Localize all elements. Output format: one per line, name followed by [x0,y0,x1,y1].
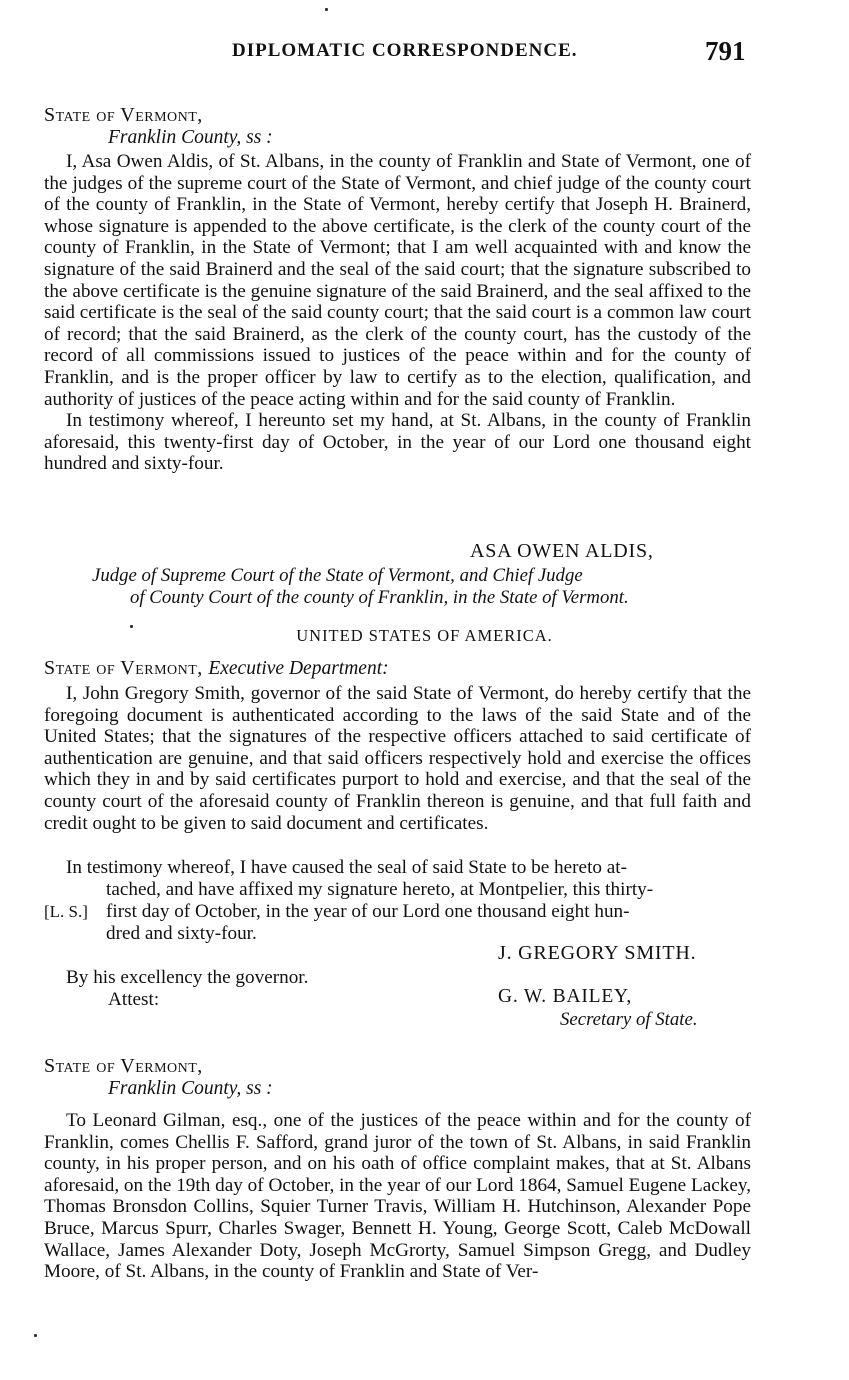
section-aldis-certificate [44,104,751,475]
page-number: 791 [705,36,746,66]
testimony-paragraph: In testimony whereof, I hereunto set my hand, at St. Albans, in the county of Franklin aforesaid, this twenty-first day of October, in the year of our Lord one thousand eight hundred and sixty-four. [44,410,751,475]
running-head: DIPLOMATIC CORRESPONDENCE. [232,40,578,61]
section-heading [44,657,751,680]
print-speck [34,1334,37,1337]
governor-paragraph: I, John Gregory Smith, governor of the said State of Vermont, do hereby certify that the foregoing document is authenticated according to the laws of the said State and of the United States; that the signatures of the respective officers attached to said certificate of authentication are genuine, and that said officers respectively hold and exercise the offices which they in and by said certificates purport to hold and exercise, and that the seal of the county court of the aforesaid county of Franklin thereon is genuine, and that full faith and credit ought to be given to said document and certificates. [44,683,751,834]
county-line: Franklin County, ss : [108,127,273,148]
heading-state: State of Vermont, [44,657,203,679]
certificate-paragraph: I, Asa Owen Aldis, of St. Albans, in the county of Franklin and State of Vermont, one of the judges of the supreme court of the State of Vermont, and chief judge of the county court of the county of Franklin, in the State of Vermont, hereby certify that Joseph H. Brainerd, whose signature is appended to the above certificate, is the clerk of the county court of the county of Franklin, in the State of Vermont; that I am well acquainted with and know the signature of the said Brainerd and the seal of the said court; that the signature subscribed to the above certificate is the genuine signature of the said Brainerd, and the seal affixed to the said certificate is the seal of the said county court; that the said court is a common law court of record; that the said Brainerd, as the clerk of the county court, has the custody of the record of all commissions issued to justices of the peace within and for the county of Franklin, and is the proper officer by law to certify as to the election, qualification, and authority of justices of the peace acting within and for the said county of Franklin. [44,151,751,410]
bailey-title: Secretary of State. [560,1009,698,1030]
section-heading: State of Vermont, [44,104,203,126]
testimony-line-1: In testimony whereof, I have caused the seal of said State to be hereto at- [66,857,628,878]
testimony-line-4: dred and sixty-four. [106,923,257,944]
attest-line-2: Attest: [108,989,160,1010]
section-governor-certificate [44,657,751,834]
complaint-paragraph: To Leonard Gilman, esq., one of the justices of the peace within and for the county of Franklin, comes Chellis F. Safford, grand juror of the town of St. Albans, in said Franklin county, in his proper person, and on his oath of office complaint makes, that at St. Albans aforesaid, on the 19th day of October, in the year of our Lord 1864, Samuel Eugene Lackey, Thomas Bronsdon Collins, Squier Turner Travis, William H. Hutchinson, Alexander Pope Bruce, Marcus Spurr, Charles Swager, Bennett H. Young, George Scott, Caleb McDowall Wallace, James Alexander Doty, Joseph McGrorty, Samuel Simpson Gregg, and Dudley Moore, of St. Albans, in the county of Franklin and State of Ver- [44,1110,751,1283]
attest-line-1: By his excellency the governor. [66,967,309,988]
signature-title-line2: of County Court of the county of Franklin, in the State of Vermont. [130,587,629,608]
testimony-line-2: tached, and have affixed my signature hereto, at Montpelier, this thirty- [106,879,654,900]
section-complaint [44,1055,751,1283]
county-line: Franklin County, ss : [108,1078,273,1099]
signature-aldis: ASA OWEN ALDIS, [470,540,654,562]
signature-title-line1: Judge of Supreme Court of the State of Vermont, and Chief Judge [92,565,583,586]
center-heading: UNITED STATES OF AMERICA. [296,626,553,645]
heading-department: Executive Department: [208,658,389,679]
signature-bailey: G. W. BAILEY, [498,986,633,1007]
section-heading: State of Vermont, [44,1055,203,1077]
print-speck [325,8,328,11]
signature-smith: J. GREGORY SMITH. [498,942,697,964]
testimony-line-3: first day of October, in the year of our Lord one thousand eight hun- [106,901,630,922]
page-header [0,36,849,68]
seal-mark: [L. S.] [44,902,88,921]
